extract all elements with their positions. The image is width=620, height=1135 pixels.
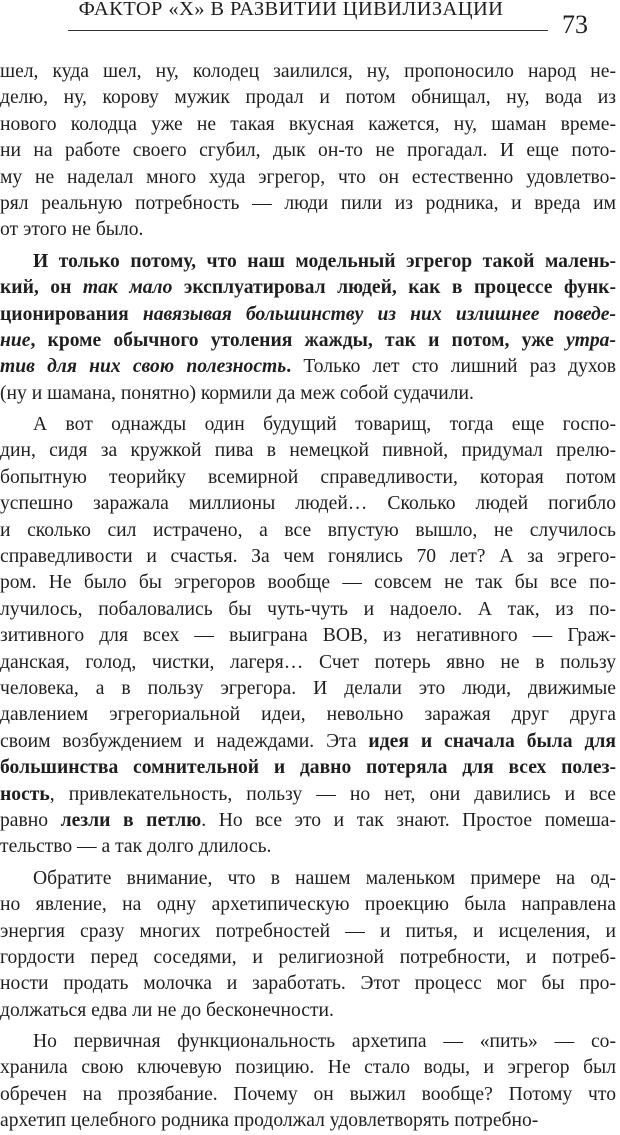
text-run: рял реальную потребность — люди пили из родника, и вреда им bbox=[0, 192, 616, 214]
text-run: давлением эгрегориальной идеи, невольно заражая друг друга bbox=[0, 704, 616, 726]
text-run: . Но все это и так знают. Простое помеша- bbox=[201, 809, 616, 831]
text-line bbox=[0, 302, 616, 328]
text-run: справедливости и счастья. За чем гонялись 70 лет? А за эгрего- bbox=[0, 546, 616, 568]
emphasis-run: . bbox=[286, 356, 292, 378]
text-run: ром. Не было бы эгрегоров вообще — совсем не так бы все по- bbox=[0, 572, 616, 594]
text-line bbox=[0, 729, 616, 755]
text-run: должаться едва ли не до бесконечности. bbox=[0, 999, 334, 1021]
emphasis-run: ционирования bbox=[0, 303, 143, 325]
text-line bbox=[0, 191, 616, 217]
text-run: (ну и шамана, понятно) кормили да меж собой судачили. bbox=[0, 382, 474, 404]
text-line bbox=[0, 465, 616, 491]
running-title: ФАКТОР «Х» В РАЗВИТИИ ЦИВИЛИЗАЦИИ bbox=[78, 0, 504, 20]
text-run: А вот однажды один будущий товарищ, тогда еще госпо- bbox=[33, 414, 616, 436]
text-run: зитивного для всех — выиграна ВОВ, из негативного — Граж- bbox=[0, 625, 616, 647]
text-line bbox=[0, 623, 616, 649]
text-line bbox=[0, 491, 616, 517]
text-line bbox=[0, 275, 616, 301]
text-line bbox=[0, 808, 616, 834]
text-line bbox=[0, 650, 616, 676]
text-line bbox=[0, 676, 616, 702]
text-run: от этого не было. bbox=[0, 219, 144, 241]
text-run: обречен на прозябание. Почему он выжил вообще? Потому что bbox=[0, 1083, 616, 1105]
text-line bbox=[0, 782, 616, 808]
text-line bbox=[0, 518, 616, 544]
text-line bbox=[0, 998, 616, 1024]
text-run: шел, куда шел, ну, колодец заилился, ну, пропоносило народ не- bbox=[0, 61, 616, 82]
text-run: энергия сразу многих потребностей — и питья, и исцеления, и bbox=[0, 920, 616, 942]
text-line bbox=[0, 412, 616, 438]
text-line bbox=[0, 112, 616, 138]
page-number: 73 bbox=[562, 10, 588, 39]
text-run: Но первичная функциональность архетипа — «пить» — со- bbox=[33, 1031, 616, 1053]
text-run: ности продать молочка и заработать. Этот процесс мог бы про- bbox=[0, 973, 616, 995]
text-run: гордости перед соседями, и религиозной потребности, и потреб- bbox=[0, 946, 616, 968]
text-run: му не наделал много худа эгрегор, что он естественно удовлетво- bbox=[0, 166, 616, 188]
emphasis-run: большинства сомнительной и давно потеряла для всех полез- bbox=[0, 757, 616, 779]
paragraph bbox=[0, 59, 616, 244]
emphasis-run: тив для них свою полезность bbox=[0, 356, 287, 378]
emphasis-run: навязывая большинству из них излишнее поведе- bbox=[142, 303, 616, 325]
text-line bbox=[0, 381, 616, 407]
text-line bbox=[0, 249, 616, 275]
text-run: ни на работе своего сгубил, дык он-то не прогадал. И еще пото- bbox=[0, 140, 616, 162]
text-line bbox=[0, 866, 616, 892]
text-run: нового колодца уже не такая вкусная кажется, ну, шаман време- bbox=[0, 113, 616, 135]
text-run: архетип целебного родника продолжал удовлетворять потребно- bbox=[0, 1110, 539, 1132]
emphasis-run: , кроме обычного утоления жажды, так и потом, уже bbox=[30, 329, 566, 351]
text-line bbox=[0, 919, 616, 945]
text-line bbox=[0, 354, 616, 380]
text-line bbox=[0, 1029, 616, 1055]
text-run: Только лет сто лишний раз духов bbox=[291, 356, 616, 378]
text-line bbox=[0, 1055, 616, 1081]
text-line bbox=[0, 85, 616, 111]
text-run: делю, ну, корову мужик продал и потом обнищал, ну, вода из bbox=[0, 87, 616, 109]
text-line bbox=[0, 570, 616, 596]
emphasis-run: кий, он bbox=[0, 277, 83, 299]
text-run: дин, сидя за кружкой пива в немецкой пивной, придумал прелю- bbox=[0, 440, 616, 462]
paragraph bbox=[0, 412, 616, 861]
text-line bbox=[0, 971, 616, 997]
paragraph bbox=[0, 249, 616, 407]
emphasis-run: так мало bbox=[82, 277, 173, 299]
emphasis-run: идея и сначала была для bbox=[368, 730, 616, 752]
text-line bbox=[0, 217, 616, 243]
text-line bbox=[0, 165, 616, 191]
text-line bbox=[0, 438, 616, 464]
text-line bbox=[0, 597, 616, 623]
text-run: человека, а в пользу эгрегора. И делали это люди, движимые bbox=[0, 677, 616, 699]
text-run: лучилось, побаловались бы чуть-чуть и надоело. А так, из по- bbox=[0, 598, 616, 620]
emphasis-run: И только потому, что наш модельный эгрегор такой малень- bbox=[33, 250, 616, 272]
text-line bbox=[0, 892, 616, 918]
emphasis-run: ние bbox=[0, 329, 31, 351]
text-line bbox=[0, 544, 616, 570]
text-run: но явление, на одну архетипическую проекцию была направлена bbox=[0, 894, 616, 916]
emphasis-run: эксплуатировал людей, как в процессе функ- bbox=[172, 277, 616, 299]
text-run: успешно заражала миллионы людей… Сколько людей погибло bbox=[0, 493, 616, 515]
text-line bbox=[0, 945, 616, 971]
text-line bbox=[0, 1108, 616, 1134]
text-run: Обратите внимание, что в нашем маленьком примере на од- bbox=[33, 867, 616, 889]
text-line bbox=[0, 59, 616, 85]
text-run: , привлекательность, пользу — но нет, они давились и все bbox=[49, 783, 616, 805]
text-run: бопытную теорийку всемирной справедливости, которая потом bbox=[0, 466, 616, 488]
text-run: и сколько сил истрачено, а все впустую вышло, не случилось bbox=[0, 519, 616, 541]
emphasis-run: ность bbox=[0, 783, 50, 805]
text-line bbox=[0, 138, 616, 164]
text-run: хранила свою ключевую позицию. Не стало воды, и эгрегор был bbox=[0, 1057, 616, 1079]
text-body bbox=[0, 59, 616, 1135]
text-run: данская, голод, чистки, лагеря… Счет потерь явно не в пользу bbox=[0, 651, 616, 673]
text-run: своим возбуждением и надеждами. Эта bbox=[0, 730, 369, 752]
text-line bbox=[0, 328, 616, 354]
paragraph bbox=[0, 1029, 616, 1135]
text-run: тельство — а так долго длилось. bbox=[0, 836, 272, 858]
paragraph bbox=[0, 866, 616, 1024]
emphasis-run: лезли в петлю bbox=[60, 809, 202, 831]
text-line bbox=[0, 755, 616, 781]
text-line bbox=[0, 834, 616, 860]
header-rule bbox=[68, 30, 548, 31]
text-run: равно bbox=[0, 809, 61, 831]
text-line bbox=[0, 702, 616, 728]
running-header bbox=[0, 0, 620, 40]
text-line bbox=[0, 1082, 616, 1108]
emphasis-run: утра- bbox=[565, 329, 616, 351]
